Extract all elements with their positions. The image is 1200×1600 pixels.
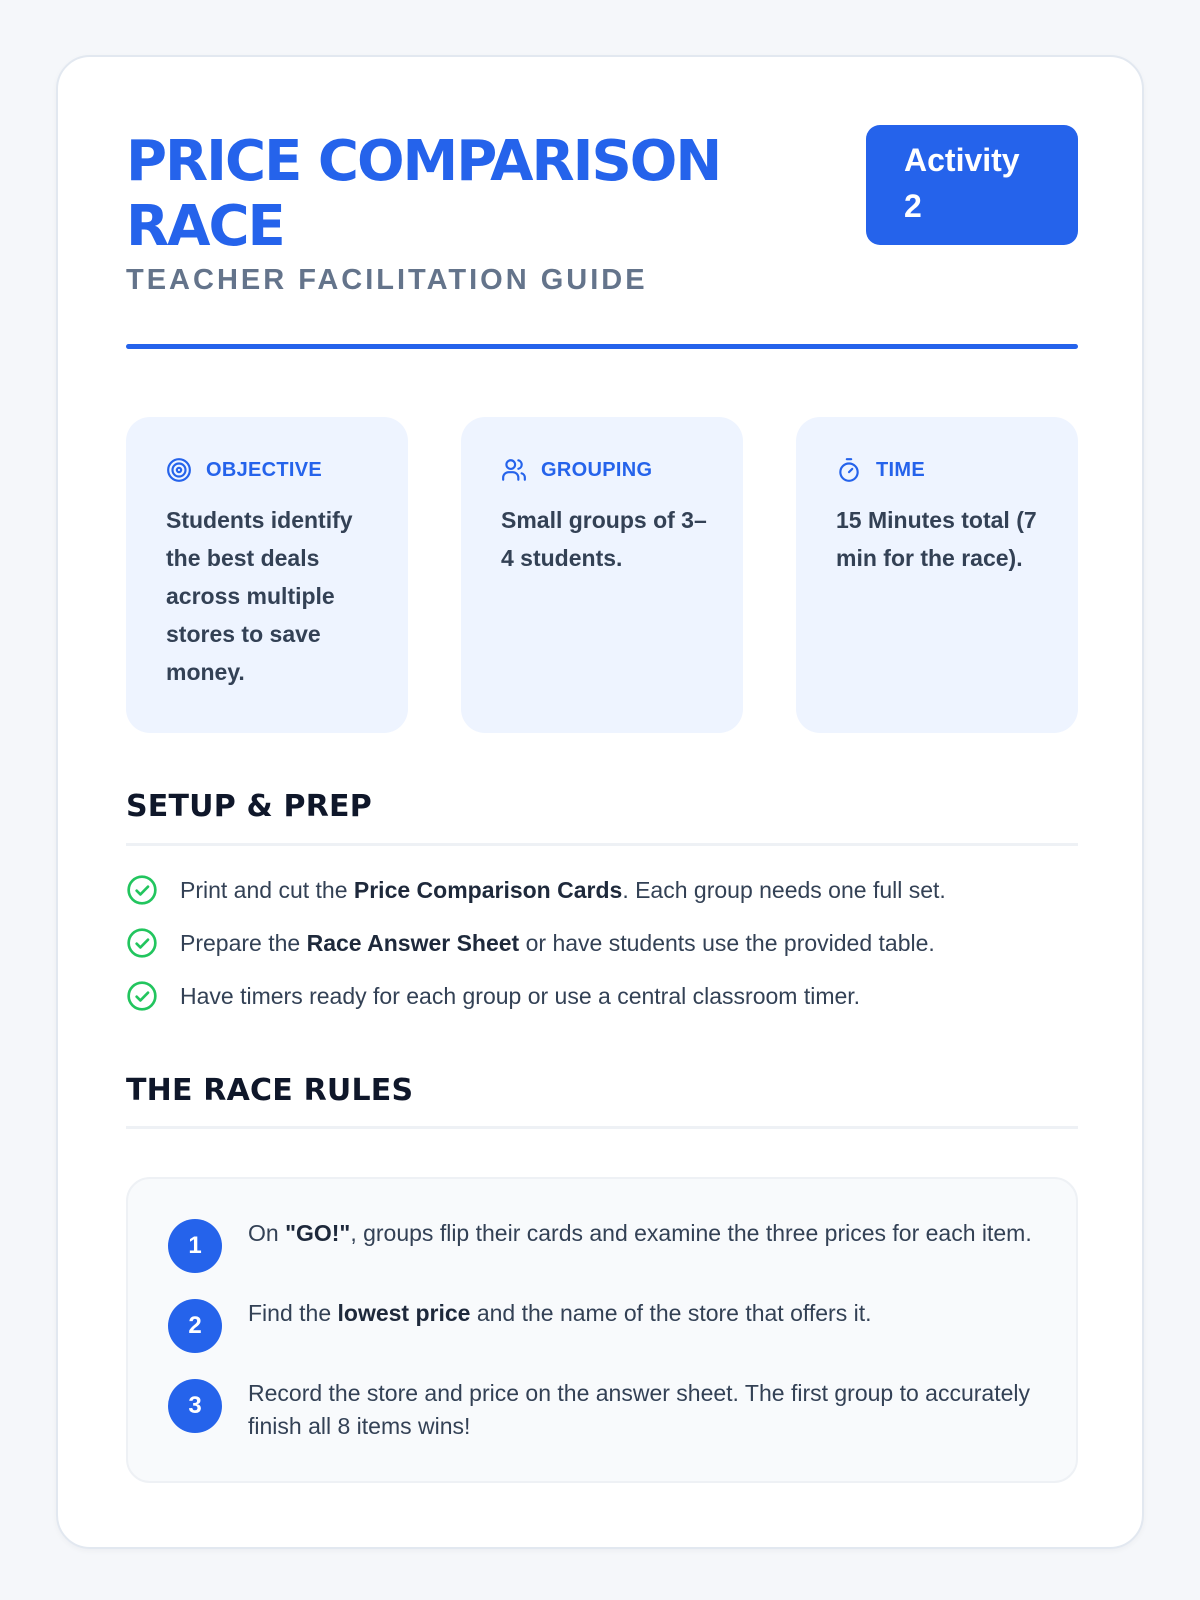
checklist-item bbox=[126, 873, 1078, 907]
time-card bbox=[796, 417, 1078, 733]
target-icon bbox=[166, 457, 192, 483]
setup-checklist bbox=[126, 873, 1078, 1032]
step-text: On "GO!", groups flip their cards and examine the three prices for each item. bbox=[248, 1220, 1032, 1246]
setup-divider bbox=[126, 843, 1078, 846]
header-divider bbox=[126, 344, 1078, 349]
rule-step bbox=[168, 1217, 1038, 1273]
step-text: Record the store and price on the answer sheet. The first group to accurately finish all 8 items wins! bbox=[248, 1380, 1030, 1439]
page-title: PRICE COMPARISON RACE bbox=[126, 129, 721, 259]
users-icon bbox=[501, 457, 527, 483]
checklist-item-text: Prepare the Race Answer Sheet or have students use the provided table. bbox=[180, 929, 935, 956]
activity-badge: Activity 2 bbox=[866, 125, 1078, 245]
step-text: Find the lowest price and the name of the store that offers it. bbox=[248, 1300, 872, 1326]
activity-card bbox=[56, 55, 1144, 1549]
rule-step bbox=[168, 1377, 1038, 1443]
step-number: 3 bbox=[168, 1379, 222, 1433]
checklist-item bbox=[126, 979, 1078, 1013]
rules-panel bbox=[126, 1177, 1078, 1483]
rules-heading: THE RACE RULES bbox=[126, 1073, 414, 1108]
grouping-text: Small groups of 3–4 students. bbox=[501, 507, 707, 571]
time-label: TIME bbox=[876, 458, 925, 481]
setup-heading: SETUP & PREP bbox=[126, 789, 372, 824]
objective-label: OBJECTIVE bbox=[206, 458, 323, 481]
time-text: 15 Minutes total (7 min for the race). bbox=[836, 507, 1037, 571]
step-number: 1 bbox=[168, 1219, 222, 1273]
checklist-item bbox=[126, 926, 1078, 960]
rules-divider bbox=[126, 1126, 1078, 1129]
page-subtitle: TEACHER FACILITATION GUIDE bbox=[126, 264, 648, 296]
rule-step bbox=[168, 1297, 1038, 1353]
check-circle-icon bbox=[126, 927, 158, 959]
stopwatch-icon bbox=[836, 457, 862, 483]
checklist-item-text: Print and cut the Price Comparison Cards. Each group needs one full set. bbox=[180, 876, 946, 903]
grouping-card bbox=[461, 417, 743, 733]
checklist-item-text: Have timers ready for each group or use a central classroom timer. bbox=[180, 982, 861, 1009]
grouping-label: GROUPING bbox=[541, 458, 653, 481]
check-circle-icon bbox=[126, 980, 158, 1012]
objective-card bbox=[126, 417, 408, 733]
step-number: 2 bbox=[168, 1299, 222, 1353]
check-circle-icon bbox=[126, 874, 158, 906]
objective-text: Students identify the best deals across multiple stores to save money. bbox=[166, 507, 353, 685]
